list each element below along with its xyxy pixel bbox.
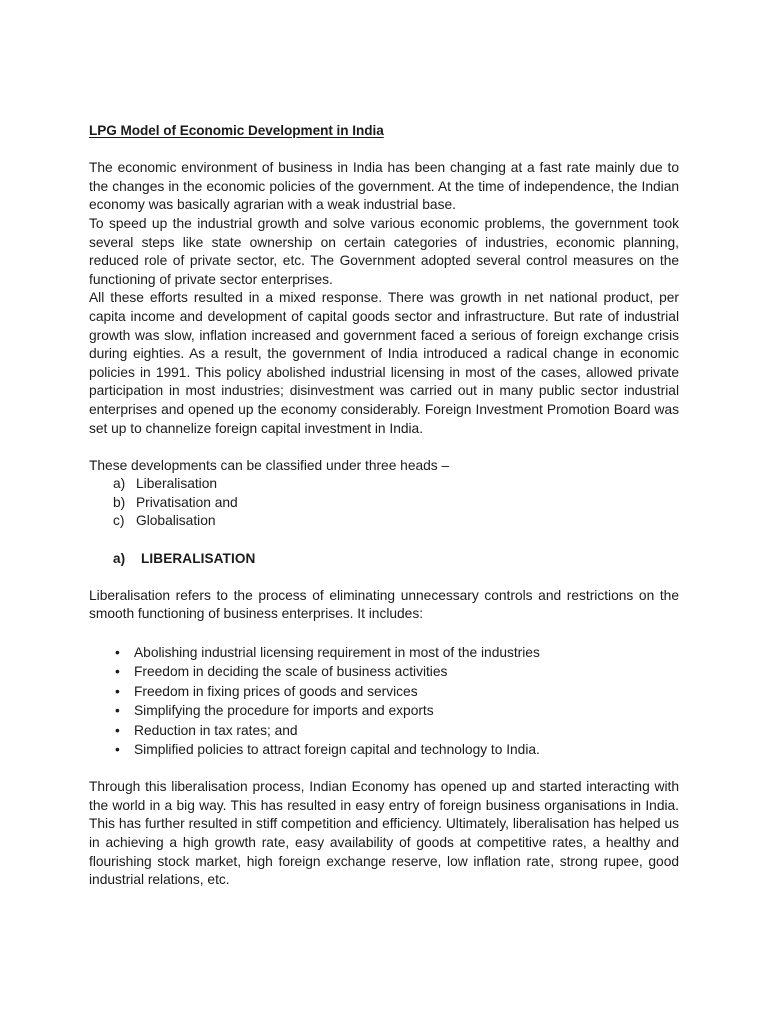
page-title: LPG Model of Economic Development in India: [89, 123, 384, 138]
list-item: [89, 475, 679, 494]
list-item: [89, 682, 679, 702]
list-item: [89, 494, 679, 513]
paragraph-closing: Through this liberalisation process, Indian Economy has opened up and started interacting with the world in a big way. This has resulted in easy entry of foreign business organisations in India. This has further resulted in stiff competition and efficiency. Ultimately, liberalisation has helped us in achieving a high growth rate, easy availability of goods at competitive rates, a healthy and flourishing stock market, high foreign exchange reserve, low inflation rate, strong rupee, good industrial relations, etc.: [89, 779, 679, 888]
spacer: [89, 760, 679, 779]
bullet-icon: •: [115, 703, 120, 719]
bullet-icon: •: [115, 742, 120, 758]
list-item-label: Abolishing industrial licensing requirement in most of the industries: [134, 644, 540, 660]
paragraph-intro: The economic environment of business in India has been changing at a fast rate mainly due to the changes in the economic policies of the government. At the time of independence, the Indian economy was basically agrarian with a weak industrial base.: [89, 160, 679, 213]
section-heading-label: LIBERALISATION: [141, 550, 256, 566]
bullet-icon: •: [115, 722, 120, 738]
list-item: [89, 721, 679, 741]
bullet-icon: •: [115, 683, 120, 699]
list-item: [89, 512, 679, 531]
spacer: [89, 531, 679, 550]
list-marker: a): [113, 476, 126, 492]
list-item-label: Freedom in deciding the scale of business activities: [134, 664, 448, 680]
document-body: [89, 122, 679, 890]
spacer: [89, 624, 679, 643]
list-item: [89, 701, 679, 721]
list-item-label: Simplifying the procedure for imports and exports: [134, 703, 434, 719]
paragraph-three-heads-lead: These developments can be classified under three heads –: [89, 457, 450, 473]
list-item: [89, 643, 679, 663]
section-heading-liberalisation: [89, 550, 679, 569]
bullet-icon: •: [115, 644, 120, 660]
list-marker: c): [113, 513, 125, 529]
list-item-label: Liberalisation: [136, 476, 218, 492]
list-item: [89, 662, 679, 682]
list-item-label: Freedom in fixing prices of goods and services: [134, 683, 418, 699]
paragraph-liberalisation-definition: Liberalisation refers to the process of eliminating unnecessary controls and restrictions on the smooth functioning of business enterprises. It includes:: [89, 587, 679, 622]
list-item-label: Simplified policies to attract foreign capital and technology to India.: [134, 742, 540, 758]
liberalisation-bullet-list: [89, 643, 679, 760]
bullet-icon: •: [115, 664, 120, 680]
paragraph-speed-up: To speed up the industrial growth and solve various economic problems, the government took several steps like state ownership on certain categories of industries, economic planning, reduced role of private sector, etc. The Government adopted several control measures on the functioning of private sector enterprises.: [89, 215, 679, 287]
list-item: [89, 740, 679, 760]
spacer: [89, 568, 679, 587]
spacer: [89, 438, 679, 457]
list-marker: b): [113, 494, 126, 510]
paragraph-efforts: All these efforts resulted in a mixed response. There was growth in net national product, per capita income and development of capital goods sector and infrastructure. But rate of industrial growth was slow, inflation increased and government faced a serious of foreign exchange crisis during eighties. As a result, the government of India introduced a radical change in economic policies in 1991. This policy abolished industrial licensing in most of the cases, allowed private participation in most industries; disinvestment was carried out in many public sector industrial enterprises and opened up the economy considerably. Foreign Investment Promotion Board was set up to channelize foreign capital investment in India.: [89, 290, 679, 436]
list-item-label: Globalisation: [136, 513, 216, 529]
list-item-label: Privatisation and: [136, 494, 238, 510]
list-item-label: Reduction in tax rates; and: [134, 722, 298, 738]
section-heading-marker: a): [113, 550, 126, 566]
heads-list: [89, 475, 679, 531]
